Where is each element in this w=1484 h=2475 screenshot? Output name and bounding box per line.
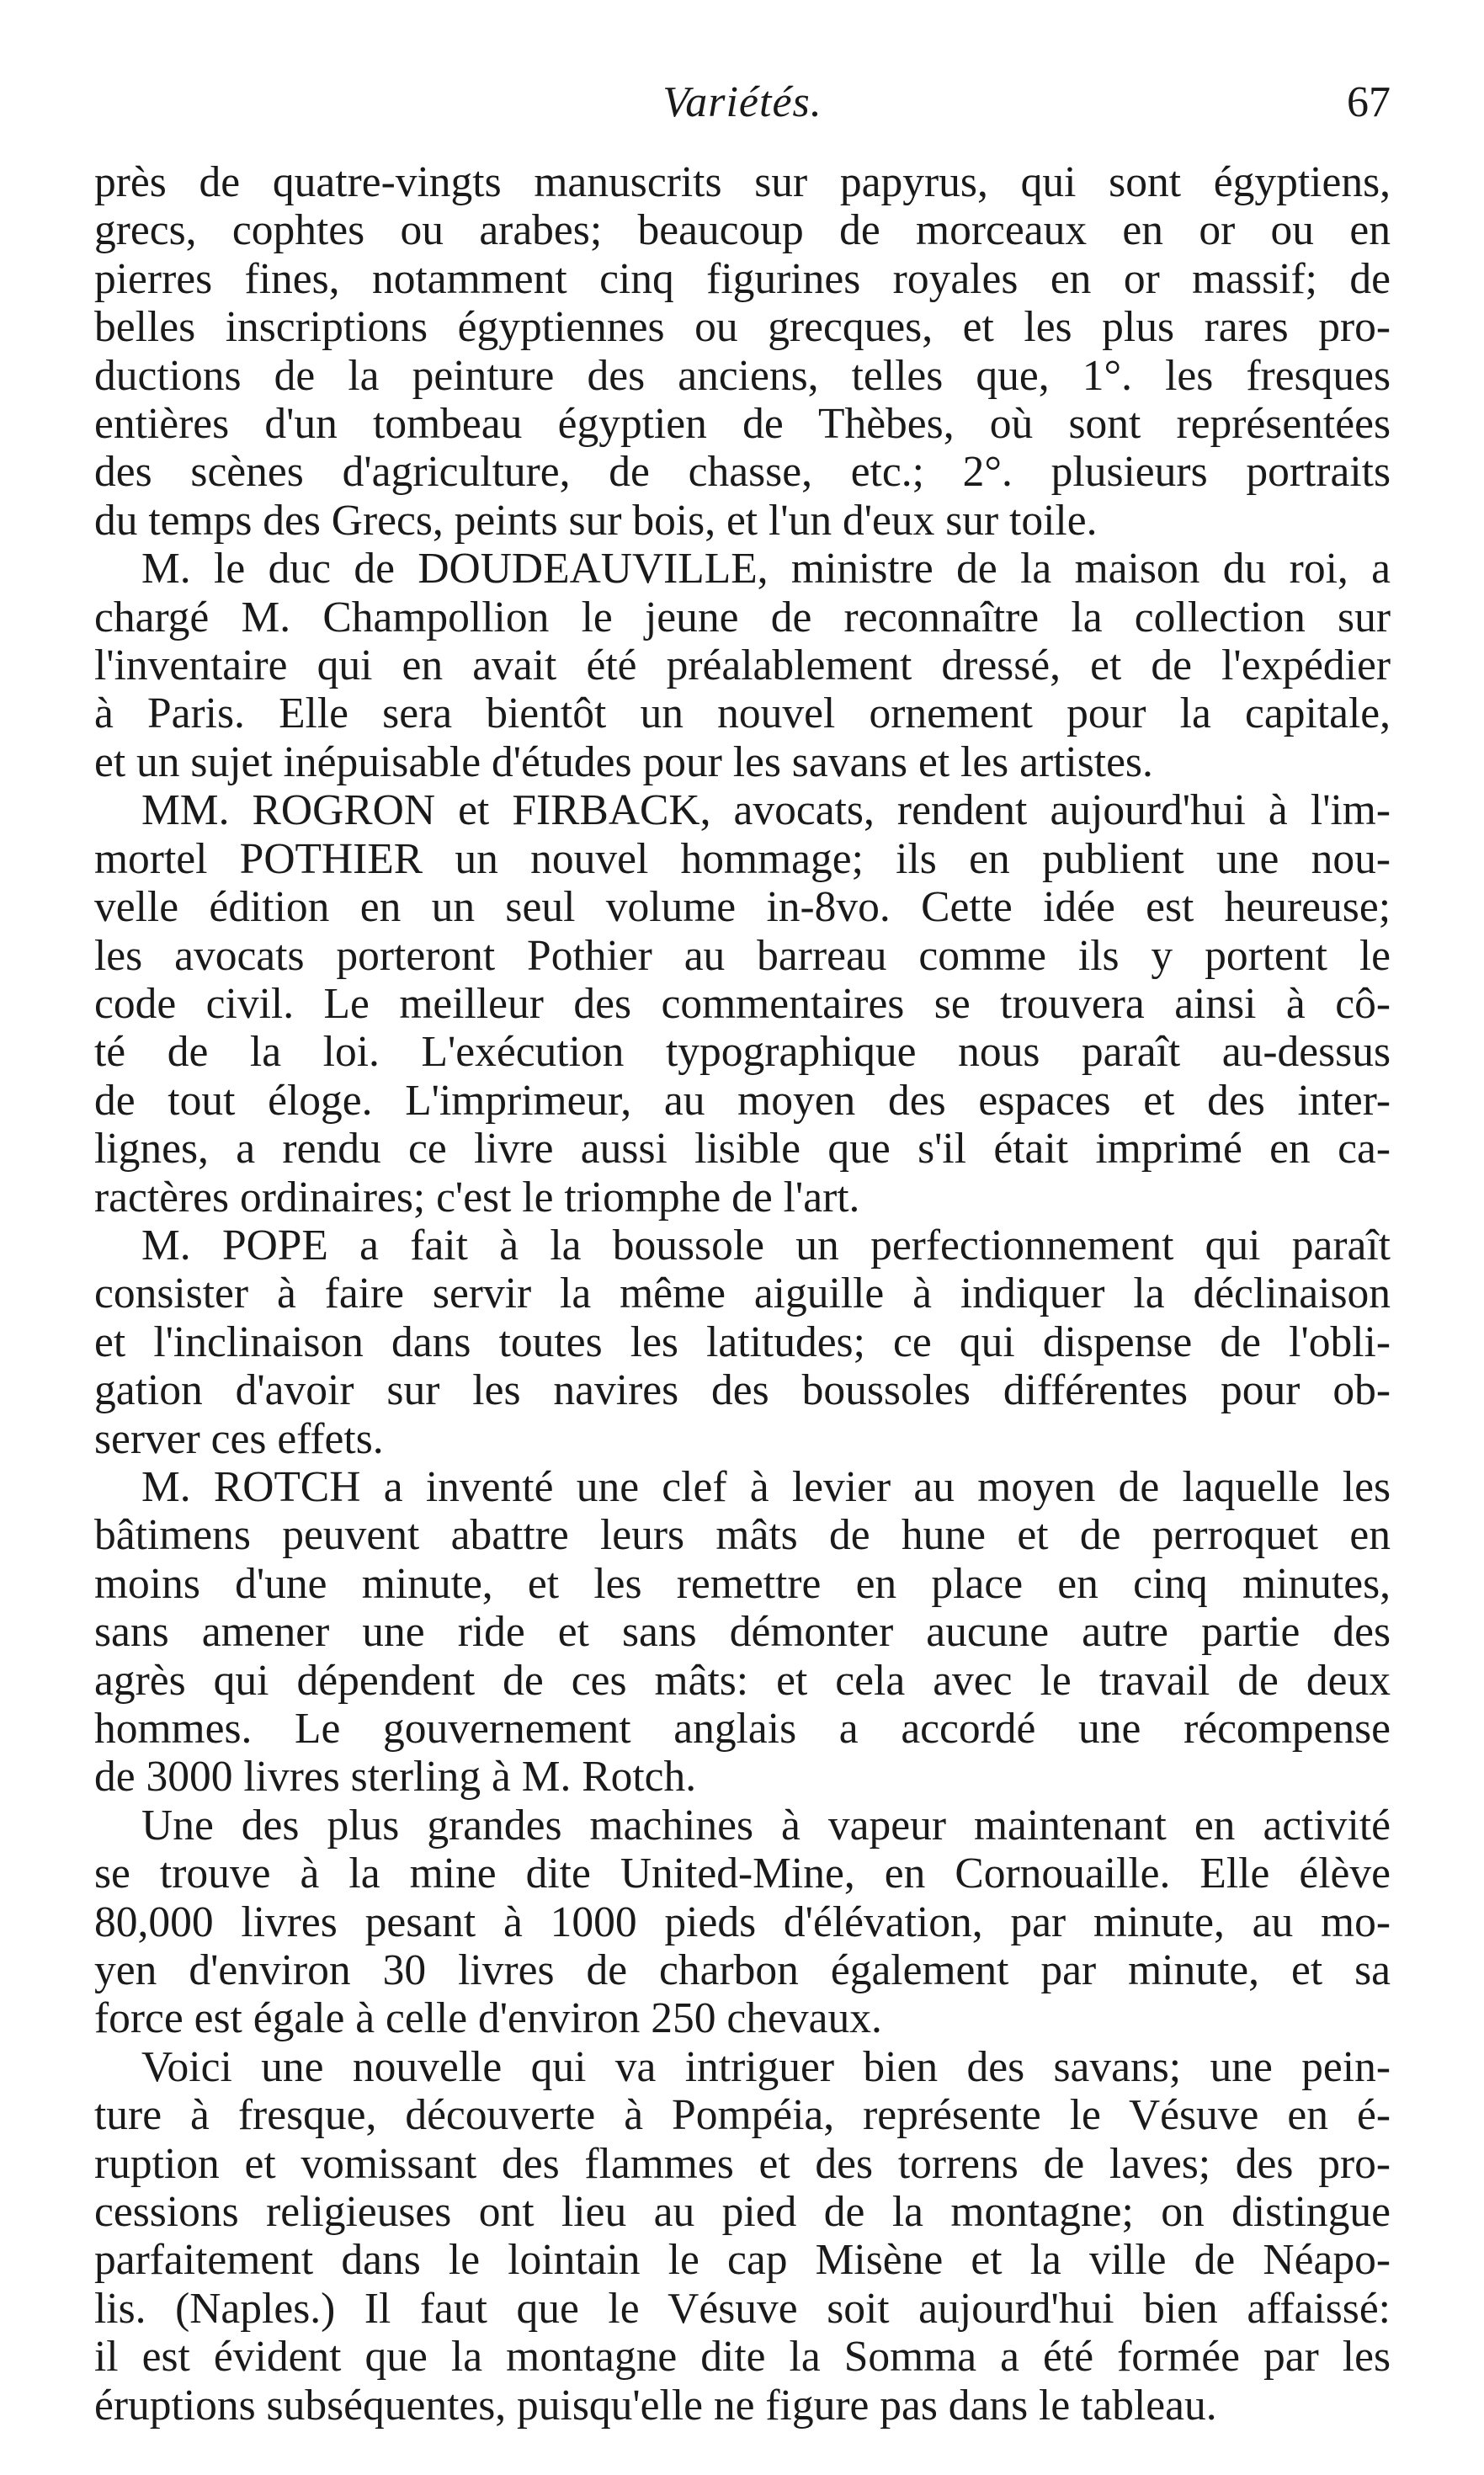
text-line: Une des plus grandes machines à vapeur maintenant en activité	[141, 1801, 1391, 1850]
text-line: code civil. Le meilleur des commentaires se trouvera ainsi à cô-	[94, 979, 1391, 1028]
paragraph	[94, 2043, 1391, 2430]
text-line: bâtimens peuvent abattre leurs mâts de hune et de perroquet en	[94, 1511, 1391, 1560]
text-line: de 3000 livres sterling à M. Rotch.	[94, 1753, 697, 1802]
page-body	[94, 158, 1391, 2430]
text-line: les avocats porteront Pothier au barreau comme ils y portent le	[94, 931, 1391, 980]
text-line: moins d'une minute, et les remettre en place en cinq minutes,	[94, 1559, 1391, 1608]
running-head-title: Variétés.	[662, 78, 822, 126]
text-line: yen d'environ 30 livres de charbon également par minute, et sa	[94, 1946, 1391, 1995]
text-line: gation d'avoir sur les navires des boussoles différentes pour ob-	[94, 1366, 1391, 1415]
text-line: et l'inclinaison dans toutes les latitudes; ce qui dispense de l'obli-	[94, 1317, 1391, 1366]
text-line: il est évident que la montagne dite la Somma a été formée par les	[94, 2333, 1391, 2382]
text-line: force est égale à celle d'environ 250 chevaux.	[94, 1994, 882, 2043]
text-line: ductions de la peinture des anciens, telles que, 1°. les fresques	[94, 351, 1391, 400]
text-line: belles inscriptions égyptiennes ou grecques, et les plus rares pro-	[94, 303, 1391, 352]
text-line: hommes. Le gouvernement anglais a accordé une récompense	[94, 1705, 1391, 1753]
text-line: 80,000 livres pesant à 1000 pieds d'élévation, par minute, au mo-	[94, 1898, 1391, 1946]
text-line: M. ROTCH a inventé une clef à levier au moyen de laquelle les	[141, 1462, 1391, 1511]
paragraph	[94, 158, 1391, 545]
text-line: entières d'un tombeau égyptien de Thèbes, où sont représentées	[94, 400, 1391, 449]
text-line: près de quatre-vingts manuscrits sur papyrus, qui sont égyptiens,	[94, 158, 1391, 206]
text-line: se trouve à la mine dite United-Mine, en Cornouaille. Elle élève	[94, 1850, 1391, 1898]
text-line: MM. ROGRON et FIRBACK, avocats, rendent aujourd'hui à l'im-	[141, 786, 1391, 835]
text-line: chargé M. Champollion le jeune de reconnaître la collection sur	[94, 593, 1391, 641]
text-line: de tout éloge. L'imprimeur, au moyen des espaces et des inter-	[94, 1076, 1391, 1125]
text-line: pierres fines, notamment cinq figurines royales en or massif; de	[94, 254, 1391, 303]
paragraph	[94, 1222, 1391, 1463]
text-line: sans amener une ride et sans démonter aucune autre partie des	[94, 1608, 1391, 1657]
text-line: server ces effets.	[94, 1414, 384, 1463]
text-line: consister à faire servir la même aiguille à indiquer la déclinaison	[94, 1269, 1391, 1318]
text-line: té de la loi. L'exécution typographique nous paraît au-dessus	[94, 1028, 1391, 1077]
text-line: agrès qui dépendent de ces mâts: et cela avec le travail de deux	[94, 1656, 1391, 1705]
text-line: ractères ordinaires; c'est le triomphe de l'art.	[94, 1173, 860, 1222]
paragraph	[94, 545, 1391, 786]
text-line: ruption et vomissant des flammes et des torrens de laves; des pro-	[94, 2139, 1391, 2188]
text-line: M. POPE a fait à la boussole un perfectionnement qui paraît	[141, 1221, 1391, 1269]
text-line: parfaitement dans le lointain le cap Misène et la ville de Néapo-	[94, 2236, 1391, 2285]
text-line: grecs, cophtes ou arabes; beaucoup de morceaux en or ou en	[94, 206, 1391, 255]
text-line: Voici une nouvelle qui va intriguer bien des savans; une pein-	[141, 2042, 1391, 2091]
text-line: éruptions subséquentes, puisqu'elle ne figure pas dans le tableau.	[94, 2381, 1217, 2430]
text-line: des scènes d'agriculture, de chasse, etc.; 2°. plusieurs portraits	[94, 448, 1391, 497]
running-head	[94, 77, 1391, 128]
text-line: lignes, a rendu ce livre aussi lisible que s'il était imprimé en ca-	[94, 1125, 1391, 1174]
text-line: du temps des Grecs, peints sur bois, et l'un d'eux sur toile.	[94, 496, 1098, 545]
paragraph	[94, 1463, 1391, 1802]
text-line: mortel POTHIER un nouvel hommage; ils en publient une nou-	[94, 834, 1391, 883]
text-line: lis. (Naples.) Il faut que le Vésuve soit aujourd'hui bien affaissé:	[94, 2284, 1391, 2333]
text-line: l'inventaire qui en avait été préalablement dressé, et de l'expédier	[94, 641, 1391, 690]
paragraph	[94, 786, 1391, 1222]
text-line: à Paris. Elle sera bientôt un nouvel ornement pour la capitale,	[94, 689, 1391, 738]
page-number: 67	[1347, 78, 1391, 126]
text-line: ture à fresque, découverte à Pompéia, représente le Vésuve en é-	[94, 2091, 1391, 2140]
text-line: cessions religieuses ont lieu au pied de la montagne; on distingue	[94, 2188, 1391, 2237]
paragraph	[94, 1802, 1391, 2043]
text-line: et un sujet inépuisable d'études pour les savans et les artistes.	[94, 737, 1153, 786]
text-line: M. le duc de DOUDEAUVILLE, ministre de la maison du roi, a	[141, 545, 1391, 593]
text-line: velle édition en un seul volume in-8vo. Cette idée est heureuse;	[94, 883, 1391, 932]
